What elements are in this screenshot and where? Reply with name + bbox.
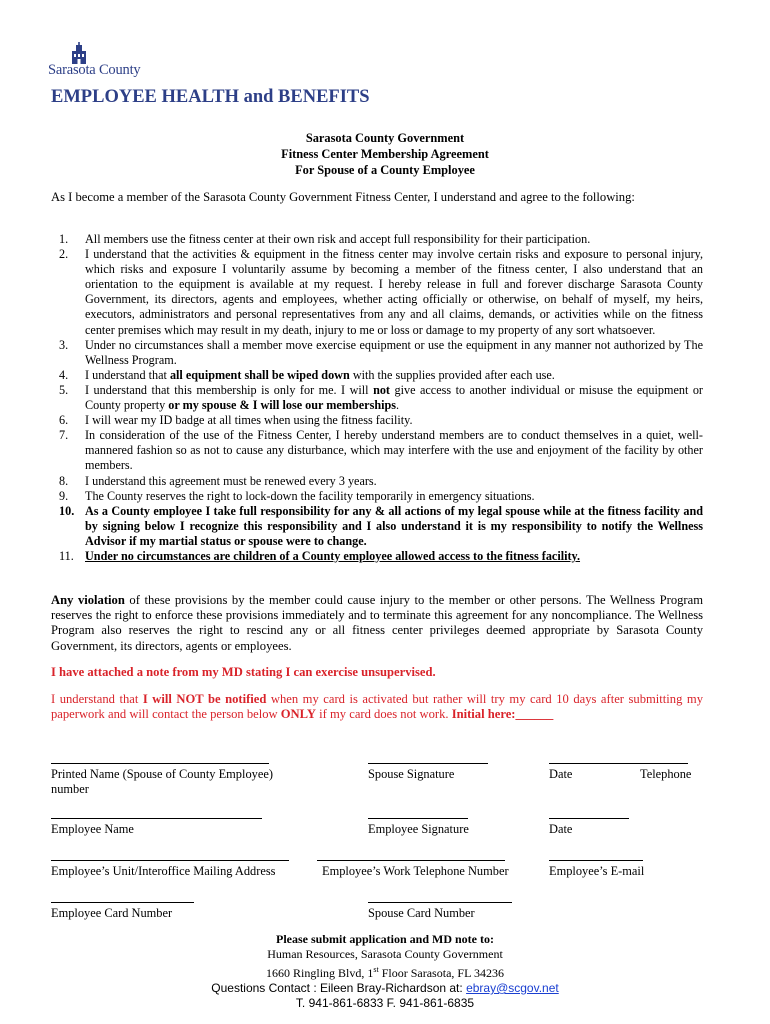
logo-wordmark: Sarasota County — [48, 62, 141, 78]
date-label-2: Date — [549, 822, 573, 836]
spouse-signature-label: Spouse Signature — [368, 767, 455, 781]
printed-name-line[interactable] — [51, 763, 269, 764]
heading-line-1: Sarasota County Government — [305, 131, 465, 145]
mailing-address-label: Employee’s Unit/Interoffice Mailing Address — [51, 864, 276, 878]
term-item: 8. I understand this agreement must be renewed every 3 years. — [59, 473, 377, 488]
term-item: 6. I will wear my ID badge at all times when using the fitness facility. — [59, 413, 413, 428]
term-item: 10. As a County employee I take full responsibility for any & all actions of my legal spouse while at the fitness facility and by signing below I recognize this responsibility and I also understand it is my responsibility to notify the Wellness Advisor if my martial status or spouse were to change. — [59, 503, 703, 548]
submit-heading: Please submit application and MD note to: — [275, 932, 494, 946]
date-label: Date — [549, 767, 573, 781]
spouse-card-label: Spouse Card Number — [368, 906, 475, 920]
intro-paragraph: As I become a member of the Sarasota County Government Fitness Center, I understand and agree to the following: — [51, 190, 635, 204]
work-phone-label: Employee’s Work Telephone Number — [322, 864, 509, 878]
employee-card-line[interactable] — [51, 902, 194, 903]
contact-email-link[interactable]: ebray@scgov.net — [466, 981, 559, 995]
term-item: 9. The County reserves the right to lock-down the facility temporarily in emergency situations. — [59, 488, 535, 503]
mailing-address: 1660 Ringling Blvd, 1st Floor Sarasota, FL 34236 — [266, 965, 504, 980]
employee-name-label: Employee Name — [51, 822, 134, 836]
email-line[interactable] — [549, 860, 643, 861]
term-item: 2. I understand that the activities & equipment in the fitness center may involve certain risks and exposure to personal injury, which risks and exposure I voluntarily assume by becoming a member of the fitness center, I also understand that an orientation to the equipment is available at my request. I hereby release in full and forever discharge Sarasota County Government, its directors, agents and employees, whether acting officially or otherwise, on behalf of myself, my heirs, executors, administrators and personal representatives from any and all claims, demands, or activities while on the fitness center premises which may result in my death, injury to me or loss or damage to my property of any sort whatsoever. — [59, 247, 703, 337]
work-phone-line[interactable] — [317, 860, 505, 861]
employee-signature-label: Employee Signature — [368, 822, 469, 836]
term-item: 1. All members use the fitness center at their own risk and accept full responsibility for their participation. — [59, 232, 591, 246]
hr-department: Human Resources, Sarasota County Government — [267, 947, 503, 961]
printed-name-label-cont: number — [51, 782, 89, 796]
employee-name-line[interactable] — [51, 818, 262, 819]
term-item: 7. In consideration of the use of the Fitness Center, I hereby understand members are to conduct themselves in a quiet, well-mannered fashion so as not to cause any disturbance, which may interfere with the use and enjoyment of the facility by other members. — [59, 428, 703, 473]
heading-line-2: Fitness Center Membership Agreement — [281, 147, 489, 161]
term-item: 3. Under no circumstances shall a member move exercise equipment or use the equipment in any manner not authorized by The Wellness Program. — [59, 337, 703, 367]
term-item: 11. Under no circumstances are children of a County employee allowed access to the fitness facility. — [59, 548, 581, 563]
department-title: EMPLOYEE HEALTH and BENEFITS — [51, 87, 370, 107]
notification-statement: I understand that I will NOT be notified when my card is activated but rather will try my card 10 days after submitting my paperwork and will contact the person below ONLY if my card does not work. Initial here:______ — [51, 692, 703, 722]
email-label: Employee’s E-mail — [549, 864, 645, 878]
term-item: 4. I understand that all equipment shall be wiped down with the supplies provided after each use. — [59, 367, 555, 382]
mailing-address-line[interactable] — [51, 860, 289, 861]
date-telephone-line[interactable] — [549, 763, 688, 764]
violation-paragraph: Any violation of these provisions by the member could cause injury to the member or other persons. The Wellness Program reserves the right to enforce these provisions immediately and to terminate this agreement for any noncompliance. The Wellness Program also reserves the right to rescind any or all fitness center privileges deemed appropriate by Sarasota County Government, its directors, agents or employees. — [51, 593, 703, 653]
employee-card-label: Employee Card Number — [51, 906, 173, 920]
phone-fax: T. 941-861-6833 F. 941-861-6835 — [295, 996, 475, 1010]
sarasota-county-logo — [48, 42, 158, 82]
contact-line: Questions Contact : Eileen Bray-Richardson at: ebray@scgov.net — [211, 981, 559, 995]
date-line[interactable] — [549, 818, 629, 819]
term-item: 5. I understand that this membership is only for me. I will not give access to another individual or misuse the equipment or County property or my spouse & I will lose our memberships. — [59, 382, 703, 413]
terms-list — [51, 232, 703, 564]
spouse-card-line[interactable] — [368, 902, 512, 903]
employee-signature-line[interactable] — [368, 818, 468, 819]
printed-name-label: Printed Name (Spouse of County Employee) — [51, 767, 273, 781]
agreement-heading — [0, 130, 770, 178]
submission-info — [0, 932, 770, 1011]
heading-line-3: For Spouse of a County Employee — [295, 163, 475, 177]
telephone-label: Telephone — [640, 767, 692, 781]
spouse-signature-line[interactable] — [368, 763, 488, 764]
md-note-statement: I have attached a note from my MD stating I can exercise unsupervised. — [51, 665, 436, 679]
